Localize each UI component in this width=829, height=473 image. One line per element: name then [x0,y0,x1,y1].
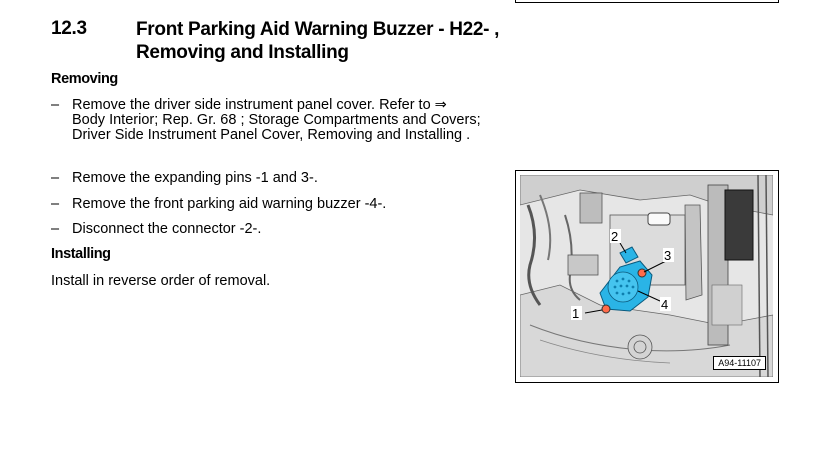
installing-heading: Installing [51,246,111,262]
section-title: Front Parking Aid Warning Buzzer - H22- , Removing and Installing [136,19,500,63]
removing-step-4-text: Disconnect the connector -2-. [72,221,262,237]
removing-heading: Removing [51,71,118,87]
callout-1: 1 [572,306,580,321]
callout-2: 2 [611,229,619,244]
previous-figure-frame [515,0,779,3]
buzzer-illustration [515,170,779,383]
removing-step-3-text: Remove the front parking aid warning buzzer -4-. [72,196,387,212]
figure-id-label: A94-11107 [713,356,766,370]
removing-step-3 [51,197,481,212]
callout-4: 4 [661,297,669,312]
removing-step-1 [51,98,481,143]
callout-3: 3 [664,248,672,263]
installing-text: Install in reverse order of removal. [51,273,271,289]
step-dash: – [51,196,60,212]
removing-step-2-text: Remove the expanding pins -1 and 3-. [72,170,318,186]
removing-step-4 [51,222,481,237]
step-dash: – [51,97,60,113]
step-dash: – [51,221,60,237]
step-dash: – [51,170,60,186]
section-number: 12.3 [51,18,87,39]
removing-step-2 [51,171,481,186]
removing-step-1-text: Remove the driver side instrument panel cover. Refer to ⇒ Body Interior; Rep. Gr. 68 ; Storage Compartments and Covers; Driver Side Instrument Panel Cover, Removing and Installing . [72,97,481,143]
buzzer-illustration-drawing [520,175,773,377]
